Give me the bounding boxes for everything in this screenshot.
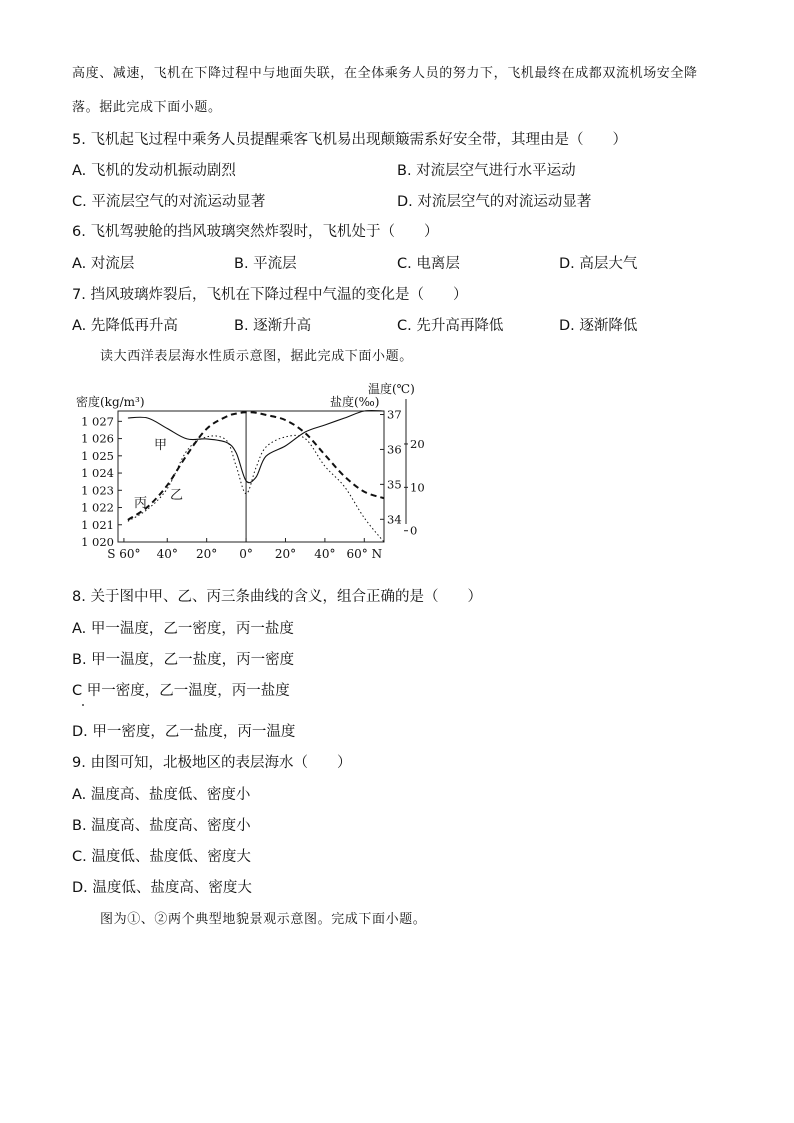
chart-ticks xyxy=(81,407,425,561)
atlantic-surface-water-chart xyxy=(72,378,425,568)
q8-option-d: D. 甲一密度，乙一盐度，丙一温度 xyxy=(72,724,296,740)
temperature-tick-label: 10 xyxy=(410,480,425,495)
intro-landform-text: 图为①、②两个典型地貌景观示意图。完成下面小题。 xyxy=(100,912,427,927)
q8-option-c: C 甲一密度，乙一温度，丙一盐度 xyxy=(72,683,290,699)
q9-option-b: B. 温度高、盐度高、密度小 xyxy=(72,818,251,834)
q6-option-a: A. 对流层 xyxy=(72,256,135,272)
q7-option-d: D. 逐渐降低 xyxy=(559,318,638,334)
q5-option-c: C. 平流层空气的对流运动显著 xyxy=(72,194,266,210)
question-8-stem: 8. 关于图中甲、乙、丙三条曲线的含义，组合正确的是（ ） xyxy=(72,589,482,605)
q8-option-a: A. 甲一温度，乙一密度，丙一盐度 xyxy=(72,621,294,637)
chart-axes xyxy=(118,399,406,542)
q7-option-b: B. 逐渐升高 xyxy=(234,318,312,334)
density-tick-label: 1 023 xyxy=(81,483,114,498)
x-tick-label: 40° xyxy=(314,547,336,561)
temperature-tick-label: 0 xyxy=(410,523,418,538)
q9-option-d: D. 温度低、盐度高、密度大 xyxy=(72,880,252,896)
q8-option-b: B. 甲一温度，乙一盐度，丙一密度 xyxy=(72,652,295,668)
curve-label-bing: 丙 xyxy=(134,496,148,511)
chart-series xyxy=(128,410,384,542)
density-tick-label: 1 026 xyxy=(81,431,114,446)
density-tick-label: 1 022 xyxy=(81,500,114,515)
q9-option-c: C. 温度低、盐度低、密度大 xyxy=(72,849,251,865)
salinity-axis-title: 盐度(‰) xyxy=(330,395,380,409)
x-tick-label: S 60° xyxy=(107,547,141,561)
question-5-stem: 5. 飞机起飞过程中乘务人员提醒乘客飞机易出现颠簸需系好安全带，其理由是（ ） xyxy=(72,132,627,148)
stray-dot-mark xyxy=(82,704,84,706)
density-tick-label: 1 020 xyxy=(81,535,114,549)
density-tick-label: 1 024 xyxy=(81,466,114,481)
x-tick-label: 20° xyxy=(274,547,297,561)
salinity-tick-label: 36 xyxy=(387,442,402,457)
x-tick-label: 60° N xyxy=(346,547,383,561)
q5-option-d: D. 对流层空气的对流运动显著 xyxy=(397,194,592,210)
x-tick-label: 40° xyxy=(156,547,178,561)
density-tick-label: 1 027 xyxy=(81,414,114,429)
salinity-tick-label: 35 xyxy=(387,477,402,492)
intro-text-line-1: 高度、减速，飞机在下降过程中与地面失联，在全体乘务人员的努力下，飞机最终在成都双流机场安全降 xyxy=(72,66,698,81)
x-tick-label: 20° xyxy=(196,547,218,561)
q6-option-b: B. 平流层 xyxy=(234,256,297,272)
q7-option-c: C. 先升高再降低 xyxy=(397,318,504,334)
salinity-tick-label: 34 xyxy=(387,512,402,527)
curve-label-yi: 乙 xyxy=(170,488,184,503)
plot-frame xyxy=(118,411,384,542)
density-tick-label: 1 021 xyxy=(81,517,114,532)
curve-label-jia: 甲 xyxy=(154,438,168,453)
density-tick-label: 1 025 xyxy=(81,448,114,463)
q9-option-a: A. 温度高、盐度低、密度小 xyxy=(72,787,251,803)
temperature-axis-title: 温度(℃) xyxy=(368,382,415,396)
question-7-stem: 7. 挡风玻璃炸裂后，飞机在下降过程中气温的变化是（ ） xyxy=(72,287,468,303)
temperature-tick-label: 20 xyxy=(410,436,425,451)
q6-option-d: D. 高层大气 xyxy=(559,256,638,272)
q7-option-a: A. 先降低再升高 xyxy=(72,318,178,334)
question-6-stem: 6. 飞机驾驶舱的挡风玻璃突然炸裂时，飞机处于（ ） xyxy=(72,224,439,240)
q6-option-c: C. 电离层 xyxy=(397,256,460,272)
q5-option-a: A. 飞机的发动机振动剧烈 xyxy=(72,163,236,179)
left-axis-title: 密度(kg/m³) xyxy=(76,395,145,409)
q5-option-b: B. 对流层空气进行水平运动 xyxy=(397,163,576,179)
intro-chart-text: 读大西洋表层海水性质示意图，据此完成下面小题。 xyxy=(100,349,413,364)
x-tick-label: 0° xyxy=(239,547,253,561)
salinity-tick-label: 37 xyxy=(387,407,402,422)
question-9-stem: 9. 由图可知，北极地区的表层海水（ ） xyxy=(72,755,352,771)
intro-text-line-2: 落。据此完成下面小题。 xyxy=(72,100,222,115)
